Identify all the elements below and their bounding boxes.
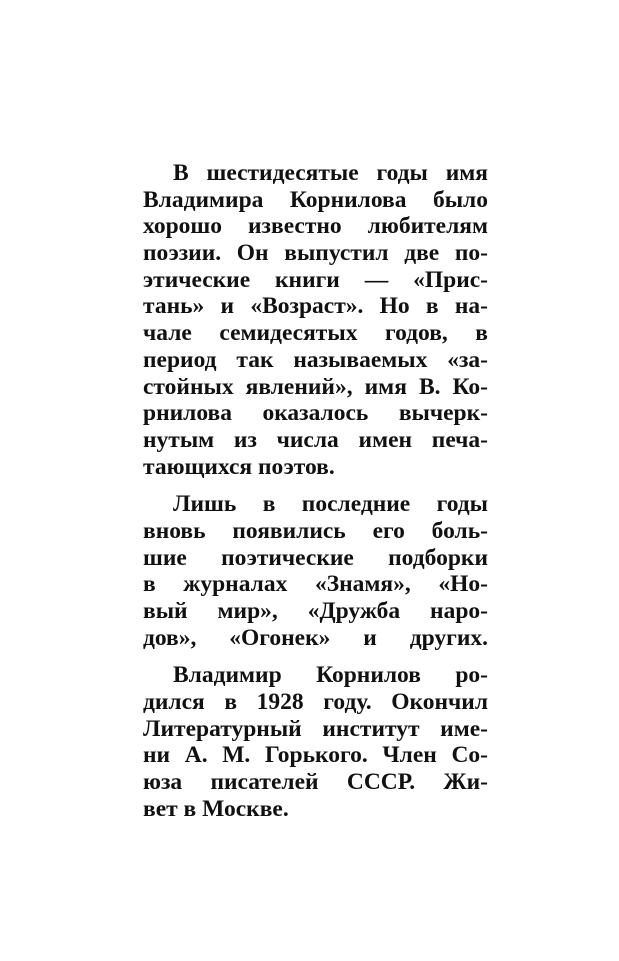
- paragraph-1-line: этические книги — «Прис-: [143, 266, 488, 293]
- paragraph-3-line: дился в 1928 году. Окончил: [143, 689, 488, 716]
- paragraph-3-line: юза писателей СССР. Жи-: [143, 769, 488, 796]
- paragraph-2-line: Лишь в последние годы: [173, 491, 488, 518]
- paragraph-2-line: вый мир», «Дружба наро-: [143, 598, 488, 624]
- paragraph-3-line: Литературный институт име-: [143, 715, 488, 742]
- paragraph-3-line: вет в Москве.: [143, 795, 289, 822]
- paragraph-gap: [143, 480, 488, 491]
- paragraph-3-line: Владимир Корнилов ро-: [173, 662, 488, 689]
- paragraph-1-line: поэзии. Он выпустил две по-: [143, 240, 488, 267]
- paragraph-3-line: ни А. М. Горького. Член Со-: [143, 742, 488, 769]
- paragraph-2-line: дов», «Огонек» и других.: [143, 624, 488, 651]
- paragraph-2-line: вновь появились его боль-: [143, 517, 488, 544]
- paragraph-1-line: чале семидесятых годов, в: [143, 320, 488, 347]
- paragraph-1-line: рнилова оказалось вычерк-: [143, 400, 488, 427]
- paragraph-2-line: шие поэтические подборки: [143, 544, 488, 571]
- paragraph-1-line: стойных явлений», имя В. Ко-: [143, 373, 488, 400]
- paragraph-1-line: тань» и «Возраст». Но в на-: [143, 293, 488, 320]
- paragraph-gap: [143, 651, 488, 662]
- author-bio-text: [143, 160, 488, 823]
- paragraph-1-line: период так называемых «за-: [143, 346, 488, 373]
- paragraph-1-line: Владимира Корнилова было: [143, 186, 488, 213]
- paragraph-2-line: в журналах «Знамя», «Но-: [143, 571, 488, 598]
- paragraph-1-line: нутым из числа имен печа-: [143, 426, 488, 453]
- paragraph-1-line: тающихся поэтов.: [143, 453, 335, 480]
- paragraph-1-line: В шестидесятые годы имя: [173, 160, 488, 186]
- paragraph-1-line: хорошо известно любителям: [143, 213, 488, 240]
